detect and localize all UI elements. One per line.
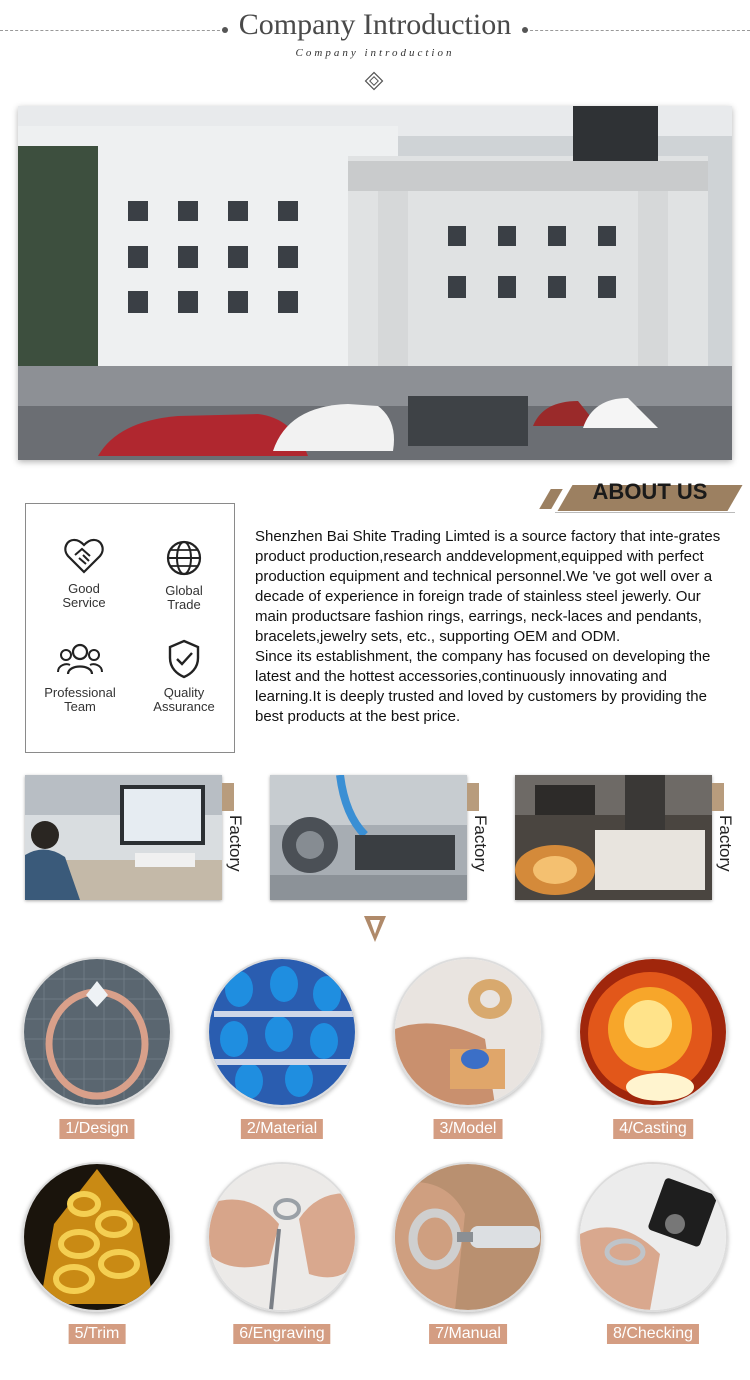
feature-quality-assurance: [134, 638, 234, 714]
step-name: Material: [260, 1120, 318, 1137]
about-paragraph-2: Since its establishment, the company has focused on developing the latest and the hottest accessories,continuously innovating and learning.It is deeply trusted and loved by customers by providing the best products at the best price.: [255, 648, 711, 725]
step-name: Manual: [448, 1325, 501, 1342]
factory-tab: [222, 783, 234, 811]
process-step-trim: [22, 1162, 172, 1342]
diamond-ornament-icon: [363, 70, 385, 92]
feature-label-line2: Team: [64, 699, 96, 714]
feature-label-line2: Trade: [167, 597, 201, 612]
step-name: Model: [452, 1120, 497, 1137]
factory-card-2: [270, 775, 492, 900]
step-number: 6: [239, 1325, 249, 1342]
step-caption: 5/Trim: [69, 1324, 126, 1344]
feature-good-service: [34, 536, 134, 610]
step-photo-engraving: [207, 1162, 357, 1312]
process-step-model: [393, 957, 543, 1137]
about-description: [255, 527, 730, 727]
step-caption: 7/Manual: [429, 1324, 507, 1344]
feature-label-line1: Global: [165, 583, 203, 598]
feature-label-line1: Quality: [163, 685, 205, 700]
process-step-design: [22, 957, 172, 1137]
step-number: 4: [619, 1120, 629, 1137]
factory-photo-laser: [515, 775, 712, 900]
step-caption: 2/Material: [241, 1119, 323, 1139]
step-photo-casting: [578, 957, 728, 1107]
step-photo-checking: [578, 1162, 728, 1312]
step-number: 3: [439, 1120, 449, 1137]
process-step-checking: [578, 1162, 728, 1342]
step-number: 1: [65, 1120, 75, 1137]
process-step-casting: [578, 957, 728, 1137]
step-caption: 8/Checking: [607, 1324, 699, 1344]
step-caption: 1/Design: [59, 1119, 134, 1139]
shield-check-icon: [164, 638, 204, 680]
factory-tab: [467, 783, 479, 811]
feature-label-line2: Assurance: [153, 699, 215, 714]
factory-tab: [712, 783, 724, 811]
down-arrow-icon: [362, 914, 388, 944]
step-number: 8: [612, 1325, 622, 1342]
page-title: Company Introduction: [238, 8, 512, 41]
heart-handshake-icon: [63, 536, 105, 576]
factory-card-3: [515, 775, 737, 900]
step-photo-material: [207, 957, 357, 1107]
step-caption: 4/Casting: [613, 1119, 693, 1139]
factory-label: Factory: [226, 815, 245, 872]
feature-label-line1: Good: [68, 581, 100, 596]
process-step-engraving: [207, 1162, 357, 1342]
globe-icon: [164, 538, 204, 578]
step-name: Engraving: [252, 1325, 325, 1342]
feature-label-line1: Professional: [44, 685, 116, 700]
step-photo-manual: [393, 1162, 543, 1312]
factory-photo-office: [25, 775, 222, 900]
company-building-photo: [18, 106, 732, 460]
step-name: Design: [78, 1120, 129, 1137]
page-subtitle: Company introduction: [295, 47, 455, 59]
about-underline: [555, 512, 735, 513]
step-name: Casting: [632, 1120, 687, 1137]
features-panel: [25, 503, 235, 753]
step-photo-model: [393, 957, 543, 1107]
about-heading: ABOUT US: [592, 479, 708, 504]
factory-label: Factory: [716, 815, 735, 872]
process-step-material: [207, 957, 357, 1137]
factory-label: Factory: [471, 815, 490, 872]
factory-photo-cnc: [270, 775, 467, 900]
factory-card-1: [25, 775, 247, 900]
step-photo-design: [22, 957, 172, 1107]
feature-label-line2: Service: [62, 595, 106, 610]
step-number: 7: [435, 1325, 444, 1342]
step-name: Checking: [626, 1325, 694, 1342]
team-icon: [57, 640, 103, 680]
feature-global-trade: [134, 538, 234, 612]
step-photo-trim: [22, 1162, 172, 1312]
step-number: 2: [246, 1120, 256, 1137]
step-name: Trim: [87, 1325, 120, 1342]
process-step-manual: [393, 1162, 543, 1342]
feature-professional-team: [30, 640, 130, 714]
step-caption: 3/Model: [434, 1119, 503, 1139]
about-paragraph-1: Shenzhen Bai Shite Trading Limted is a source factory that inte-grates product production,research anddevelopment,equipped with perfect production equipment and technical personnel.We 've got well over a decade of experience in foreign trade of stainless steel jewerly. Our main productsare fashion rings, earrings, neck-laces and pendants, bracelets,jewelry sets, etc., supporting OEM and ODM.: [255, 528, 721, 645]
step-caption: 6/Engraving: [233, 1324, 330, 1344]
step-number: 5: [74, 1325, 84, 1342]
